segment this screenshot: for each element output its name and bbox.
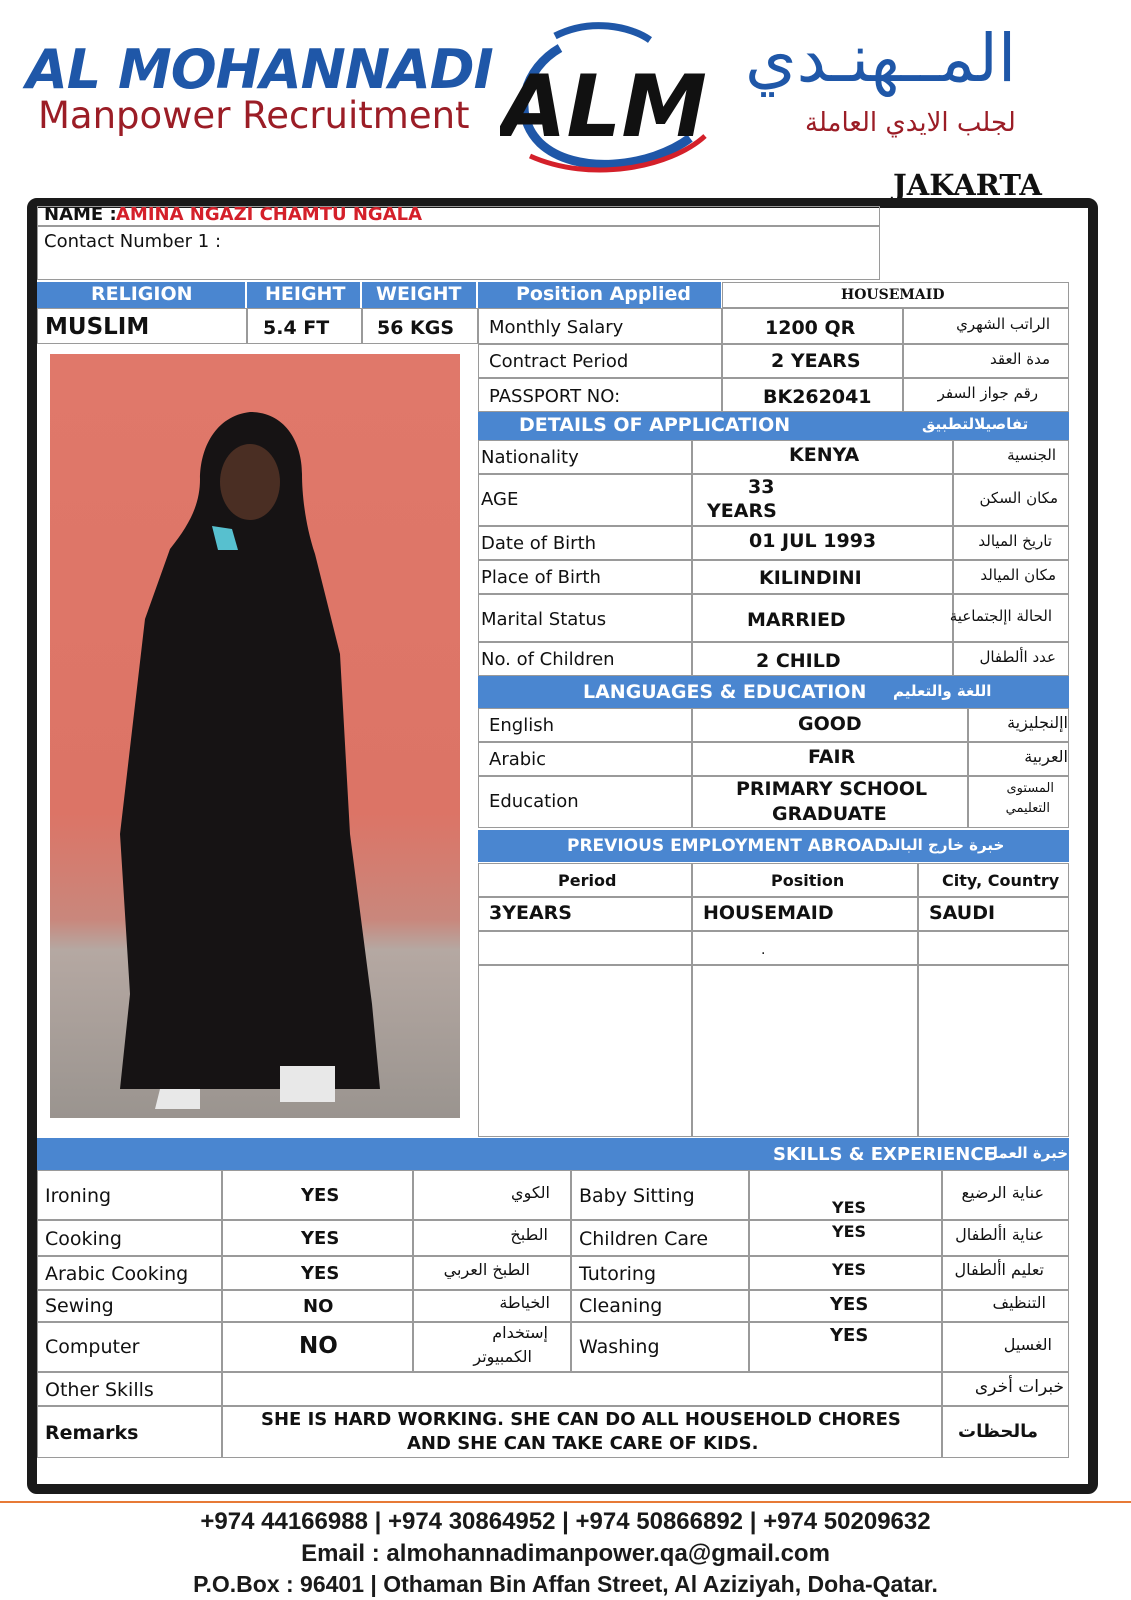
brand-tagline-english: Manpower Recruitment: [38, 94, 470, 137]
cell-text: NO: [299, 1333, 338, 1359]
table-cell: [37, 1290, 222, 1322]
contract-label: Contract Period: [489, 351, 629, 372]
office-city: JAKARTA: [893, 168, 1042, 202]
cell-text: عدد األطفال: [979, 648, 1056, 666]
children-value: 2 CHILD: [756, 650, 841, 672]
skills-title-ar: خبرة العمل: [985, 1144, 1069, 1162]
table-cell: [692, 526, 953, 560]
table-cell: [942, 1170, 1069, 1220]
cell-text: YES: [832, 1260, 867, 1279]
cell-text: الغسيل: [1003, 1335, 1052, 1354]
cell-text: عناية األطفال: [955, 1225, 1044, 1244]
table-cell: [222, 1170, 413, 1220]
table-cell: [478, 642, 692, 676]
table-cell: [37, 1170, 222, 1220]
age-unit: YEARS: [707, 500, 777, 522]
height-value-cell: [247, 308, 362, 344]
emp-position: HOUSEMAID: [703, 902, 834, 924]
table-cell: [413, 1256, 571, 1290]
cell-text: Marital Status: [481, 609, 607, 630]
cell-text: No. of Children: [481, 649, 615, 670]
table-cell: [942, 1406, 1069, 1458]
cell-text: YES: [832, 1222, 867, 1241]
table-cell: [749, 1170, 942, 1220]
brand-name-arabic: المــهنـدي: [745, 20, 1017, 97]
table-cell: [749, 1290, 942, 1322]
brand-tagline-arabic: لجلب الايدي العاملة: [805, 108, 1016, 138]
cell-text: Arabic Cooking: [45, 1263, 189, 1285]
details-title-ar: تفاصيلالتطبيق: [922, 415, 1029, 433]
cell-text: Nationality: [481, 447, 579, 468]
cell-text: NO: [303, 1296, 334, 1317]
table-cell: [413, 1220, 571, 1256]
contract-ar: مدة العقد: [990, 350, 1050, 368]
cell-text: City, Country: [942, 871, 1060, 890]
table-cell: [413, 1170, 571, 1220]
languages-header: [478, 676, 1069, 708]
table-cell: [749, 1322, 942, 1372]
employment-title-ar: خبرة خارج البالد: [886, 836, 1005, 854]
table-cell: [478, 965, 692, 1137]
table-cell: [222, 1290, 413, 1322]
table-cell: [953, 526, 1069, 560]
cell-text: YES: [301, 1228, 340, 1249]
footer-email: Email : almohannadimanpower.qa@gmail.com: [301, 1540, 830, 1567]
table-cell: [968, 708, 1069, 742]
table-cell: [918, 863, 1069, 897]
logo-text: ALM: [500, 57, 707, 157]
table-cell: [953, 642, 1069, 676]
table-cell: [478, 526, 692, 560]
other-skills-label: Other Skills: [45, 1379, 154, 1401]
emp-period: 3YEARS: [489, 902, 572, 924]
cell-text: الحالة اإلجتماعية: [949, 607, 1052, 625]
table-cell: [942, 1220, 1069, 1256]
cell-text: الطبخ العربي: [443, 1260, 530, 1279]
alm-logo: [500, 18, 725, 183]
table-cell: [903, 378, 1069, 412]
brand-name-english: AL MOHANNADI: [26, 38, 493, 101]
table-cell: [749, 1220, 942, 1256]
languages-title-ar: اللغة والتعليم: [893, 682, 992, 700]
cell-text: تاريخ الميالد: [978, 532, 1052, 550]
table-cell: [478, 863, 692, 897]
table-cell: [37, 1256, 222, 1290]
cell-text: اإلنجليزية: [1007, 713, 1068, 732]
table-cell: [413, 1322, 571, 1372]
contract-value: 2 YEARS: [771, 350, 861, 372]
remarks-line1: SHE IS HARD WORKING. SHE CAN DO ALL HOUSEHOLD CHORES: [261, 1409, 901, 1430]
pob-value: KILINDINI: [759, 567, 862, 589]
cell-text: Tutoring: [579, 1263, 657, 1285]
table-cell: [478, 931, 692, 965]
cell-text: Computer: [45, 1336, 140, 1358]
cell-text: Position: [771, 871, 845, 890]
passport-label: PASSPORT NO:: [489, 386, 621, 407]
cell-text: YES: [832, 1198, 867, 1217]
table-cell: [692, 474, 953, 526]
cell-text: Washing: [579, 1336, 660, 1358]
table-cell: [692, 642, 953, 676]
cell-text: Cleaning: [579, 1295, 663, 1317]
table-cell: [571, 1322, 749, 1372]
table-cell: [692, 931, 918, 965]
cell-text: YES: [830, 1294, 869, 1315]
table-cell: [903, 344, 1069, 378]
table-cell: [37, 1406, 222, 1458]
remarks-line2: AND SHE CAN TAKE CARE OF KIDS.: [407, 1433, 759, 1454]
table-cell: [571, 1290, 749, 1322]
passport-value: BK262041: [763, 386, 872, 408]
table-cell: [37, 1220, 222, 1256]
other-skills-value: [222, 1372, 942, 1406]
education-value: PRIMARY SCHOOL: [736, 778, 928, 800]
table-cell: [571, 1220, 749, 1256]
cell-text: التعليمي: [1005, 801, 1050, 816]
english-value: GOOD: [798, 713, 862, 735]
dob-value: 01 JUL 1993: [749, 530, 877, 552]
table-cell: [37, 1322, 222, 1372]
table-cell: [918, 965, 1069, 1137]
cell-text: HEIGHT: [265, 283, 346, 305]
table-cell: [692, 776, 968, 828]
cell-text: Sewing: [45, 1295, 114, 1317]
table-cell: [903, 308, 1069, 344]
table-cell: [692, 897, 918, 931]
cell-text: مكان الميالد: [980, 566, 1056, 584]
table-cell: [749, 1256, 942, 1290]
name-value: AMINA NGAZI CHAMTU NGALA: [116, 204, 423, 225]
employment-title: PREVIOUS EMPLOYMENT ABROAD: [567, 836, 889, 856]
table-cell: [722, 344, 903, 378]
details-title: DETAILS OF APPLICATION: [519, 414, 791, 436]
cell-text: تعليم األطفال: [954, 1260, 1044, 1279]
table-cell: [478, 594, 692, 642]
table-cell: [692, 708, 968, 742]
table-cell: [222, 1322, 413, 1372]
cell-text: عناية الرضيع: [961, 1183, 1044, 1202]
cell-text: MUSLIM: [45, 314, 150, 340]
table-cell: [949, 594, 1069, 642]
table-cell: [942, 1256, 1069, 1290]
nationality-value: KENYA: [789, 444, 860, 466]
cell-text: Period: [558, 871, 617, 890]
cell-text: Cooking: [45, 1228, 122, 1250]
table-cell: [918, 931, 1069, 965]
cell-text: إستخدام: [492, 1323, 548, 1342]
table-cell: [692, 965, 918, 1137]
table-cell: [478, 344, 722, 378]
cell-text: الطبخ: [510, 1225, 548, 1244]
emp-city: SAUDI: [929, 902, 996, 924]
employment-header: [478, 830, 1069, 862]
age-value: 33: [748, 476, 775, 498]
table-cell: [37, 1372, 222, 1406]
cell-text: العربية: [1024, 747, 1068, 766]
cell-text: Ironing: [45, 1185, 112, 1207]
cell-text: المستوى: [1006, 781, 1054, 796]
table-cell: [968, 776, 1069, 828]
table-cell: [478, 474, 692, 526]
cell-text: AGE: [481, 489, 519, 510]
table-cell: [942, 1322, 1069, 1372]
footer-phones: +974 44166988 | +974 30864952 | +974 50866892 | +974 50209632: [200, 1508, 931, 1535]
salary-label: Monthly Salary: [489, 317, 624, 338]
remarks-label: Remarks: [45, 1422, 139, 1444]
skills-header: [37, 1138, 1069, 1170]
table-cell: [918, 897, 1069, 931]
table-cell: [222, 1256, 413, 1290]
table-cell: [953, 560, 1069, 594]
cell-text: Children Care: [579, 1228, 709, 1250]
cell-text: مكان السكن: [979, 489, 1058, 507]
table-cell: [953, 440, 1069, 474]
footer-rule: [0, 1501, 1131, 1503]
name-row: [37, 206, 880, 226]
cell-text: YES: [301, 1263, 340, 1284]
arabic-value: FAIR: [808, 746, 856, 768]
table-cell: [222, 1406, 942, 1458]
table-cell: [478, 560, 692, 594]
languages-title: LANGUAGES & EDUCATION: [583, 681, 867, 703]
footer-address: P.O.Box : 96401 | Othaman Bin Affan Street, Al Aziziyah, Doha-Qatar.: [193, 1571, 938, 1597]
position-value: HOUSEMAID: [841, 287, 945, 303]
cell-text: .: [761, 942, 766, 958]
cell-text: التنظيف: [992, 1293, 1046, 1312]
marital-value: MARRIED: [747, 609, 846, 631]
cell-text: Education: [489, 791, 579, 812]
table-cell: [478, 378, 722, 412]
weight-header: [362, 282, 476, 308]
cell-text: الجنسية: [1007, 446, 1056, 464]
table-cell: [953, 474, 1069, 526]
height-header: [247, 282, 360, 308]
table-cell: [478, 742, 692, 776]
table-cell: [692, 742, 968, 776]
position-value-cell: [722, 282, 1069, 308]
table-cell: [222, 1220, 413, 1256]
contact-row: [37, 226, 880, 280]
cell-text: YES: [301, 1185, 340, 1206]
skills-title: SKILLS & EXPERIENCE: [773, 1144, 996, 1165]
cell-text: RELIGION: [91, 283, 193, 305]
table-cell: [942, 1372, 1069, 1406]
table-cell: [692, 863, 918, 897]
cell-text: الكوي: [511, 1183, 550, 1202]
cell-text: WEIGHT: [376, 283, 462, 305]
table-cell: [478, 440, 692, 474]
cell-text: Arabic: [489, 749, 547, 770]
cell-text: الخياطة: [499, 1293, 550, 1312]
cell-text: YES: [830, 1325, 869, 1346]
details-header: [478, 412, 1069, 440]
table-cell: [571, 1170, 749, 1220]
cell-text: Baby Sitting: [579, 1185, 695, 1207]
weight-value-cell: [362, 308, 478, 344]
table-cell: [942, 1290, 1069, 1322]
table-cell: [478, 897, 692, 931]
name-label: NAME :: [44, 204, 117, 225]
table-cell: [692, 560, 953, 594]
salary-value: 1200 QR: [765, 317, 856, 339]
table-cell: [478, 308, 722, 344]
education-value-2: GRADUATE: [772, 803, 887, 825]
table-cell: [478, 776, 692, 828]
table-cell: [968, 742, 1069, 776]
contact-label: Contact Number 1 :: [44, 231, 222, 252]
position-header: [478, 282, 721, 308]
cell-text: English: [489, 715, 554, 736]
cell-text: Place of Birth: [481, 567, 601, 588]
table-cell: [692, 594, 953, 642]
candidate-photo: [50, 354, 460, 1118]
religion-header: [37, 282, 245, 308]
table-cell: [722, 378, 903, 412]
cell-text: Date of Birth: [481, 533, 597, 554]
table-cell: [692, 440, 953, 474]
cell-text: خبرات أخرى: [974, 1377, 1064, 1397]
table-cell: [478, 708, 692, 742]
passport-ar: رقم جواز السفر: [937, 384, 1038, 402]
cell-text: الكمبيوتر: [473, 1347, 532, 1366]
cell-text: Position Applied: [516, 283, 692, 305]
salary-ar: الراتب الشهري: [956, 315, 1050, 333]
table-cell: [722, 308, 903, 344]
cell-text: مالحظات: [957, 1421, 1038, 1442]
cell-text: 56 KGS: [377, 317, 455, 339]
table-cell: [413, 1290, 571, 1322]
table-cell: [571, 1256, 749, 1290]
religion-value-cell: [37, 308, 247, 344]
cell-text: 5.4 FT: [263, 317, 330, 339]
